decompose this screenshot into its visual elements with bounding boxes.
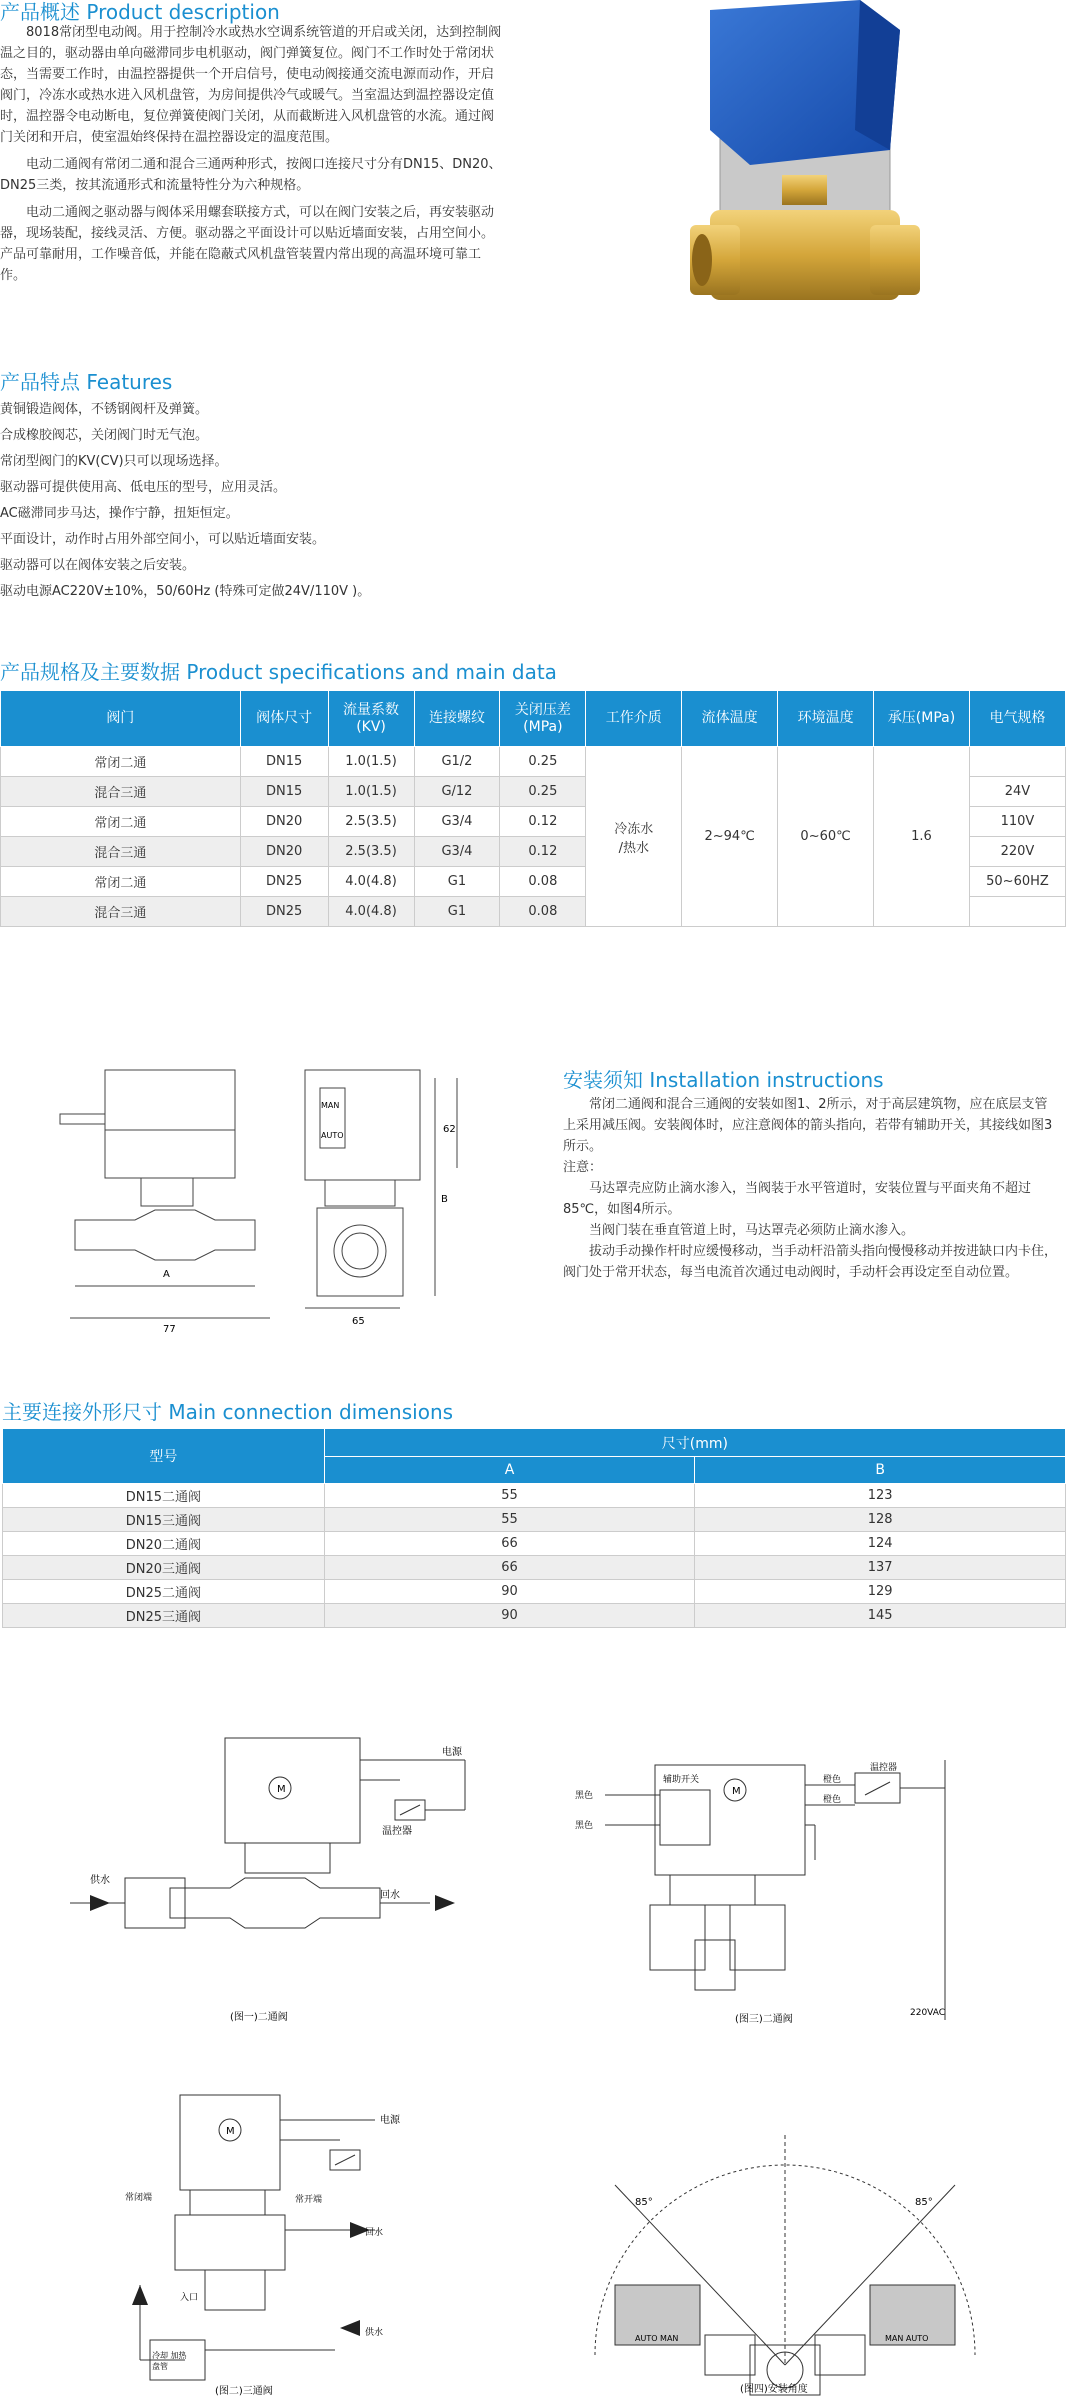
spec-cell: G3/4	[414, 837, 500, 867]
spec-cell: 混合三通	[1, 897, 241, 927]
electrical-cell	[969, 747, 1065, 777]
figure-3-caption: (图三)二通阀	[735, 2014, 793, 2025]
dimension-cell: 90	[324, 1604, 695, 1628]
dimension-cell: 55	[324, 1508, 695, 1532]
spec-cell: G1/2	[414, 747, 500, 777]
dimension-cell: 124	[695, 1532, 1066, 1556]
description-paragraph: 8018常闭型电动阀。用于控制冷水或热水空调系统管道的开启或关闭，达到控制阀温之目的，驱动器由单向磁滞同步电机驱动，阀门弹簧复位。阀门不工作时处于常闭状态，当需要工作时，由温控器提供一个开启信号，使电动阀接通交流电源而动作，开启阀门，冷冻水或热水进入风机盘管，为房间提供冷气或暖气。当室温达到温控器设定值时，温控器令电动断电，复位弹簧使阀门关闭，从而截断进入风机盘管的水流。通过阀门关闭和开启，使室温始终保持在温控器设定的温度范围。	[0, 25, 502, 145]
feature-item: 黄铜锻造阀体，不锈钢阀杆及弹簧。	[0, 402, 209, 417]
spec-cell: G1	[414, 897, 500, 927]
figure-1-caption: (图一)二通阀	[230, 2012, 288, 2023]
dimension-cell: 129	[695, 1580, 1066, 1604]
electrical-cell: 110V	[969, 807, 1065, 837]
spec-cell: DN25	[240, 897, 328, 927]
feature-item: 合成橡胶阀芯，关闭阀门时无气泡。	[0, 428, 209, 443]
motor-label: M	[277, 1784, 286, 1795]
no-port-label: 常开端	[295, 2195, 323, 2205]
note-label: 注意：	[563, 1160, 603, 1175]
spec-cell: 混合三通	[1, 777, 241, 807]
description-paragraph: 电动二通阀有常闭二通和混合三通两种形式，按阀口连接尺寸分有DN15、DN20、DN25三类，按其流通形式和流量特性分为六种规格。	[0, 157, 502, 193]
spec-header-cell: 环境温度	[778, 691, 874, 747]
spec-cell: G/12	[414, 777, 500, 807]
dimension-drawings	[55, 1068, 485, 1348]
dimension-row	[3, 1556, 1066, 1580]
thermostat-label: 温控器	[382, 1826, 412, 1837]
features-title: 产品特点 Features	[0, 370, 173, 394]
dimensions-title: 主要连接外形尺寸 Main connection dimensions	[2, 1400, 454, 1424]
power-label: 电源	[442, 1747, 462, 1758]
spec-header-cell: 流体温度	[682, 691, 778, 747]
electrical-cell: 220V	[969, 837, 1065, 867]
specs-title: 产品规格及主要数据 Product specifications and main data	[0, 660, 557, 684]
spec-cell: DN20	[240, 807, 328, 837]
dimension-cell: DN20二通阀	[3, 1532, 325, 1556]
product-description-title: 产品概述 Product description	[0, 0, 280, 24]
supply-label: 供水	[365, 2328, 384, 2338]
installation-title: 安装须知 Installation instructions	[563, 1068, 884, 1092]
spec-cell: 4.0(4.8)	[328, 867, 414, 897]
installation-text	[563, 1094, 1059, 1283]
spec-header-cell: 承压(MPa)	[874, 691, 970, 747]
man-auto-label: MAN AUTO	[885, 2334, 929, 2343]
figure-2-diagram	[125, 2090, 455, 2399]
feature-item: AC磁滞同步马达，操作宁静，扭矩恒定。	[0, 506, 239, 521]
spec-cell: 0.25	[500, 777, 586, 807]
spec-cell: 0.12	[500, 837, 586, 867]
spec-cell: 常闭二通	[1, 747, 241, 777]
spec-header-cell: 电气规格	[969, 691, 1065, 747]
spec-header-cell: 阀体尺寸	[240, 691, 328, 747]
spec-cell: 2.5(3.5)	[328, 837, 414, 867]
valve-product-photo	[690, 0, 930, 350]
spec-cell: DN15	[240, 747, 328, 777]
fluid-temp-cell: 2~94℃	[682, 747, 778, 927]
installation-paragraph: 拔动手动操作杆时应缓慢移动，当手动杆沿箭头指向慢慢移动并按进缺口内卡住，阀门处于常开状态，每当电流首次通过电动阀时，手动杆会再设定至自动位置。	[563, 1244, 1058, 1280]
return-label: 回水	[380, 1890, 400, 1901]
specs-header-row	[1, 691, 1066, 747]
thermostat-label: 温控器	[870, 1763, 898, 1773]
dimension-cell: DN20三通阀	[3, 1556, 325, 1580]
angle-right-label: 85°	[915, 2197, 933, 2208]
spec-header-cell: 关闭压差 (MPa)	[500, 691, 586, 747]
black-wire-label: 黑色	[575, 1821, 594, 1831]
dimension-cell: 90	[324, 1580, 695, 1604]
ambient-temp-cell: 0~60℃	[778, 747, 874, 927]
dimension-row	[3, 1580, 1066, 1604]
supply-label: 供水	[90, 1875, 110, 1886]
orange-wire-label: 橙色	[823, 1795, 842, 1805]
col-size: 尺寸(mm)	[324, 1429, 1065, 1457]
description-paragraph: 电动二通阀之驱动器与阀体采用螺套联接方式，可以在阀门安装之后，再安装驱动器，现场装配，接线灵活、方便。驱动器之平面设计可以贴近墙面安装，占用空间小。产品可靠耐用，工作噪音低，并能在隐蔽式风机盘管装置内常出现的高温环境可靠工作。	[0, 205, 495, 283]
dimension-cell: 55	[324, 1484, 695, 1508]
spec-header-cell: 阀门	[1, 691, 241, 747]
spec-cell: 0.08	[500, 867, 586, 897]
spec-header-cell: 连接螺纹	[414, 691, 500, 747]
spec-cell: 常闭二通	[1, 807, 241, 837]
spec-cell: 0.12	[500, 807, 586, 837]
spec-cell: 0.25	[500, 747, 586, 777]
spec-cell: 0.08	[500, 897, 586, 927]
feature-item: 驱动器可以在阀体安装之后安装。	[0, 558, 196, 573]
voltage-label: 220VAC	[910, 2008, 946, 2018]
col-model: 型号	[3, 1429, 325, 1484]
dimension-cell: 137	[695, 1556, 1066, 1580]
spec-cell: DN25	[240, 867, 328, 897]
spec-cell: 1.0(1.5)	[328, 747, 414, 777]
spec-cell: 2.5(3.5)	[328, 807, 414, 837]
col-a: A	[324, 1457, 695, 1484]
dim-62-label: 62	[443, 1124, 456, 1135]
feature-item: 驱动电源AC220V±10%，50/60Hz (特殊可定做24V/110V )。	[0, 584, 371, 599]
figure-4-diagram	[575, 2095, 995, 2399]
spec-cell: 常闭二通	[1, 867, 241, 897]
dimension-row	[3, 1508, 1066, 1532]
motor-label: M	[732, 1786, 741, 1797]
dimension-cell: 66	[324, 1556, 695, 1580]
motor-label: M	[226, 2126, 235, 2137]
spec-cell: 4.0(4.8)	[328, 897, 414, 927]
dim-77-label: 77	[163, 1324, 176, 1335]
auto-label: AUTO	[321, 1131, 344, 1140]
features-list	[0, 397, 600, 605]
pressure-cell: 1.6	[874, 747, 970, 927]
feature-item: 平面设计，动作时占用外部空间小，可以贴近墙面安装。	[0, 532, 326, 547]
figure-4-caption: (图四)安装角度	[740, 2384, 808, 2395]
feature-item: 驱动器可提供使用高、低电压的型号，应用灵活。	[0, 480, 287, 495]
orange-wire-label: 橙色	[823, 1775, 842, 1785]
dimension-cell: 66	[324, 1532, 695, 1556]
power-label: 电源	[380, 2115, 400, 2126]
auto-man-label: AUTO MAN	[635, 2334, 679, 2343]
dim-a-label: A	[163, 1269, 170, 1280]
spec-cell: G1	[414, 867, 500, 897]
dimension-row	[3, 1532, 1066, 1556]
spec-header-cell: 流量系数 (KV)	[328, 691, 414, 747]
spec-header-cell: 工作介质	[586, 691, 682, 747]
dimension-cell: 123	[695, 1484, 1066, 1508]
nc-port-label: 常闭端	[125, 2193, 153, 2203]
electrical-cell	[969, 897, 1065, 927]
specs-table	[0, 690, 1066, 927]
dim-65-label: 65	[352, 1316, 365, 1327]
figure-2-caption: (图二)三通阀	[215, 2386, 273, 2397]
dimension-cell: DN25三通阀	[3, 1604, 325, 1628]
dimension-cell: DN15三通阀	[3, 1508, 325, 1532]
installation-paragraph: 当阀门装在垂直管道上时，马达罩壳必须防止滴水渗入。	[589, 1223, 915, 1238]
col-b: B	[695, 1457, 1066, 1484]
inlet-label: 入口	[180, 2293, 199, 2303]
spec-row	[1, 747, 1066, 777]
coil-label: 冷却 加热盘管	[152, 2351, 187, 2371]
dimension-cell: 128	[695, 1508, 1066, 1532]
spec-cell: 1.0(1.5)	[328, 777, 414, 807]
dimension-row	[3, 1484, 1066, 1508]
dimension-cell: 145	[695, 1604, 1066, 1628]
electrical-cell: 24V	[969, 777, 1065, 807]
black-wire-label: 黑色	[575, 1791, 594, 1801]
figure-1-diagram	[70, 1730, 500, 2030]
dim-b-label: B	[441, 1194, 448, 1205]
dimension-cell: DN25二通阀	[3, 1580, 325, 1604]
product-description-text	[0, 22, 502, 286]
angle-left-label: 85°	[635, 2197, 653, 2208]
dimensions-table	[2, 1428, 1066, 1628]
dimension-cell: DN15二通阀	[3, 1484, 325, 1508]
figure-3-diagram	[575, 1760, 995, 2040]
aux-switch-label: 辅助开关	[663, 1775, 700, 1785]
dimension-row	[3, 1604, 1066, 1628]
man-label: MAN	[321, 1101, 340, 1110]
electrical-cell: 50~60HZ	[969, 867, 1065, 897]
spec-cell: DN15	[240, 777, 328, 807]
spec-cell: 混合三通	[1, 837, 241, 867]
installation-paragraph: 常闭二通阀和混合三通阀的安装如图1、2所示，对于高层建筑物，应在底层支管上采用减压阀。安装阀体时，应注意阀体的箭头指向，若带有辅助开关，其接线如图3所示。	[563, 1097, 1053, 1154]
installation-paragraph: 马达罩壳应防止滴水渗入，当阀装于水平管道时，安装位置与平面夹角不超过85℃，如图4所示。	[563, 1181, 1032, 1217]
medium-cell: 冷冻水 /热水	[586, 747, 682, 927]
spec-cell: G3/4	[414, 807, 500, 837]
return-label: 回水	[365, 2228, 384, 2238]
feature-item: 常闭型阀门的KV(CV)只可以现场选择。	[0, 454, 228, 469]
spec-cell: DN20	[240, 837, 328, 867]
